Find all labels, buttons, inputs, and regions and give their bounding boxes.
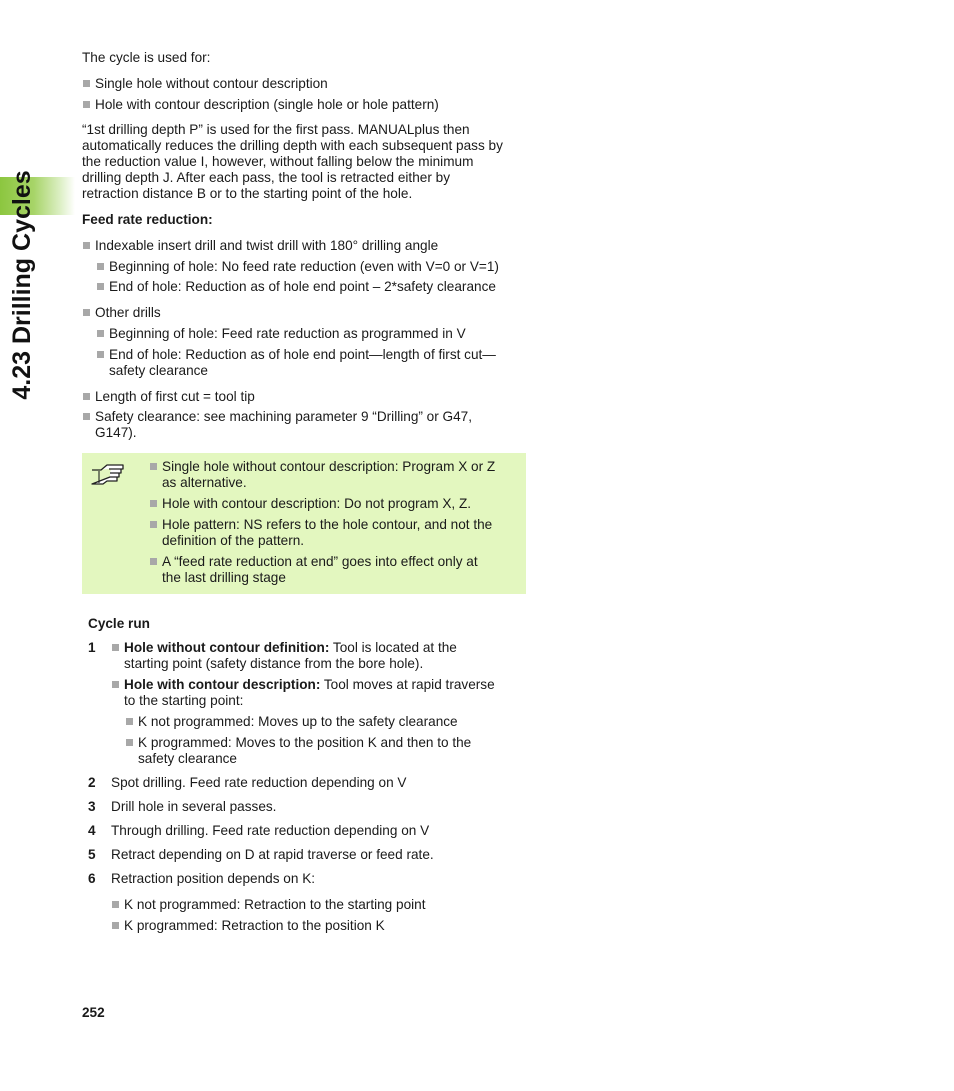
note-item: A “feed rate reduction at end” goes into effect only at xyxy=(162,554,478,569)
section-title-text: 4.23 Drilling Cycles xyxy=(8,170,36,400)
bullet-icon xyxy=(150,463,157,470)
step-item: Hole with contour description: Tool moves at rapid traverse xyxy=(124,677,495,692)
paragraph-line: retraction distance B or to the starting point of the hole. xyxy=(82,186,413,201)
bullet-icon xyxy=(83,242,90,249)
step-number: 6 xyxy=(88,871,96,886)
bullet-icon xyxy=(97,351,104,358)
bullet-icon xyxy=(112,901,119,908)
bullet-icon xyxy=(97,283,104,290)
step-number: 3 xyxy=(88,799,96,814)
step-subitem: K not programmed: Moves up to the safety clearance xyxy=(138,714,458,729)
feed-subitem: Beginning of hole: Feed rate reduction as programmed in V xyxy=(109,326,466,341)
feed-item-cont: G147). xyxy=(95,425,137,440)
bullet-icon xyxy=(83,80,90,87)
note-item: Single hole without contour description: Program X or Z xyxy=(162,459,496,474)
step-subitem-cont: safety clearance xyxy=(138,751,237,766)
step-item: Hole without contour definition: Tool is located at the xyxy=(124,640,457,655)
bullet-icon xyxy=(97,263,104,270)
step-item: Retract depending on D at rapid traverse or feed rate. xyxy=(111,847,434,862)
step-item: Retraction position depends on K: xyxy=(111,871,316,886)
step-item: Through drilling. Feed rate reduction depending on V xyxy=(111,823,430,838)
bullet-icon xyxy=(126,718,133,725)
step-subitem: K not programmed: Retraction to the starting point xyxy=(124,897,426,912)
use-item: Single hole without contour description xyxy=(95,76,328,91)
bullet-icon xyxy=(83,413,90,420)
paragraph-line: “1st drilling depth P” is used for the first pass. MANUALplus then xyxy=(82,122,470,137)
paragraph-line: drilling depth J. After each pass, the tool is retracted either by xyxy=(82,170,450,185)
feed-subitem: End of hole: Reduction as of hole end point—length of first cut— xyxy=(109,347,496,362)
note-item-cont: definition of the pattern. xyxy=(162,533,305,548)
feed-subitem: Beginning of hole: No feed rate reduction (even with V=0 or V=1) xyxy=(109,259,499,274)
bullet-icon xyxy=(83,393,90,400)
feed-subitem-cont: safety clearance xyxy=(109,363,208,378)
step-number: 5 xyxy=(88,847,96,862)
feed-subitem: End of hole: Reduction as of hole end point – 2*safety clearance xyxy=(109,279,496,294)
feed-item: Length of first cut = tool tip xyxy=(95,389,255,404)
bullet-icon xyxy=(112,644,119,651)
bullet-icon xyxy=(112,681,119,688)
step-number: 4 xyxy=(88,823,96,838)
bullet-icon xyxy=(83,309,90,316)
bullet-icon xyxy=(150,558,157,565)
intro-text: The cycle is used for: xyxy=(82,50,211,65)
step-number: 2 xyxy=(88,775,96,790)
paragraph-line: automatically reduces the drilling depth with each subsequent pass by xyxy=(82,138,503,153)
note-item-cont: as alternative. xyxy=(162,475,247,490)
feed-item: Indexable insert drill and twist drill with 180° drilling angle xyxy=(95,238,439,253)
step-subitem: K programmed: Moves to the position K and then to the xyxy=(138,735,472,750)
page-number: 252 xyxy=(82,1005,105,1020)
note-item-cont: the last drilling stage xyxy=(162,570,286,585)
bullet-icon xyxy=(83,101,90,108)
bullet-icon xyxy=(150,500,157,507)
step-item: Spot drilling. Feed rate reduction depending on V xyxy=(111,775,407,790)
feed-heading: Feed rate reduction: xyxy=(82,212,213,227)
bullet-icon xyxy=(112,922,119,929)
use-item: Hole with contour description (single hole or hole pattern) xyxy=(95,97,439,112)
step-item-cont: to the starting point: xyxy=(124,693,244,708)
cycle-heading: Cycle run xyxy=(88,616,150,631)
paragraph-line: the reduction value I, however, without falling below the minimum xyxy=(82,154,474,169)
bullet-icon xyxy=(126,739,133,746)
pointing-hand-icon xyxy=(90,462,126,488)
step-item: Drill hole in several passes. xyxy=(111,799,277,814)
step-item-cont: starting point (safety distance from the bore hole). xyxy=(124,656,424,671)
feed-item: Other drills xyxy=(95,305,161,320)
step-number: 1 xyxy=(88,640,96,655)
note-item: Hole with contour description: Do not program X, Z. xyxy=(162,496,472,511)
note-item: Hole pattern: NS refers to the hole contour, and not the xyxy=(162,517,493,532)
bullet-icon xyxy=(97,330,104,337)
bullet-icon xyxy=(150,521,157,528)
step-subitem: K programmed: Retraction to the position K xyxy=(124,918,385,933)
feed-item: Safety clearance: see machining parameter 9 “Drilling” or G47, xyxy=(95,409,473,424)
